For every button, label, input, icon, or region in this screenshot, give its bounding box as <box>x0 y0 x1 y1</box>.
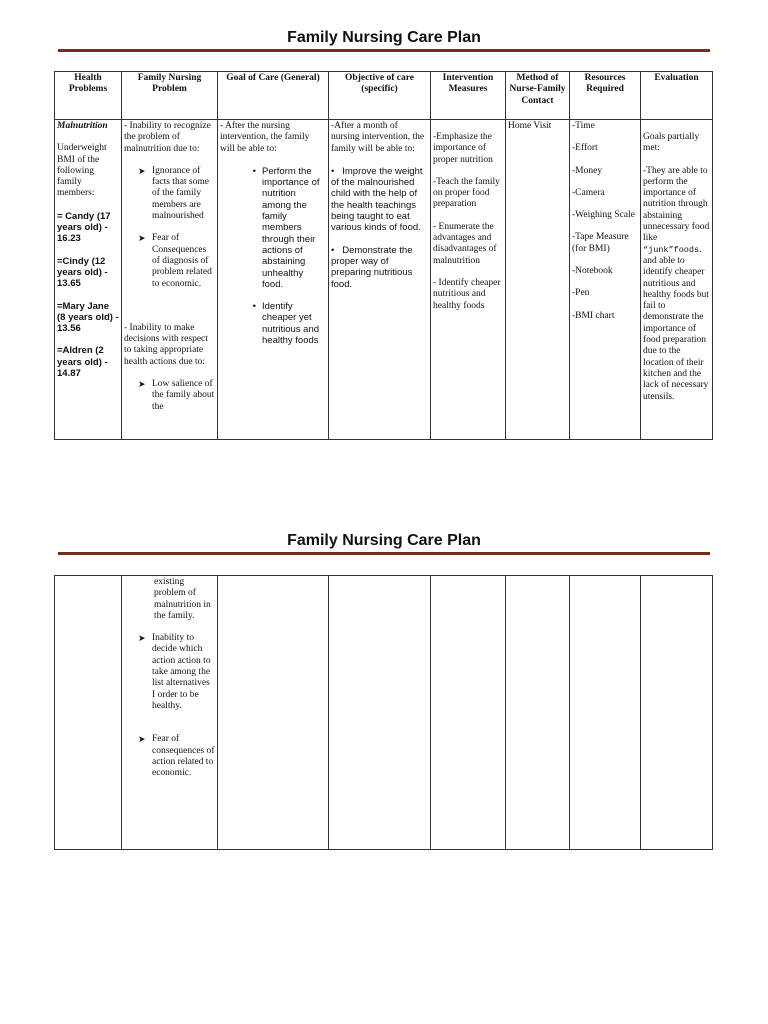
header-intervention-measures: Intervention Measures <box>431 72 506 120</box>
header-resources-required: Resources Required <box>570 72 641 120</box>
header-evaluation: Evaluation <box>641 72 713 120</box>
problem-reason: Inability to decide which action action to take among the list alternatives I order to be healthy. <box>152 633 211 711</box>
problem-inability-recognize: - Inability to recognize the problem of malnutrition due to: <box>124 121 211 154</box>
page-title: Family Nursing Care Plan <box>287 532 481 549</box>
evaluation-cell <box>641 576 713 850</box>
member-bmi: = Candy (17 years old) - 16.23 <box>57 210 111 245</box>
list-item <box>124 379 215 413</box>
list-item <box>124 233 215 289</box>
header-goal-of-care: Goal of Care (General) <box>218 72 329 120</box>
care-plan-table-continued <box>54 575 713 850</box>
evaluation-text: -They are able to perform the importance of nutrition through abstaining unnecessary food like <box>643 165 710 244</box>
arrow-bullet-icon: ➤ <box>138 734 146 745</box>
arrow-bullet-icon: ➤ <box>138 233 146 244</box>
header-family-nursing-problem: Family Nursing Problem <box>122 72 218 120</box>
list-item <box>124 633 215 712</box>
bullet-icon: • <box>331 165 335 177</box>
list-item <box>220 166 326 290</box>
problem-continued: existing problem of malnutrition in the family. <box>154 577 211 621</box>
evaluation-detail <box>643 166 710 403</box>
header-method-of-contact: Method of Nurse-Family Contact <box>506 72 570 120</box>
resource-item: -Time <box>572 121 595 131</box>
member-bmi: =Cindy (12 years old) - 13.65 <box>57 255 108 290</box>
bullet-icon: • <box>252 301 256 313</box>
list-item <box>331 245 428 290</box>
arrow-bullet-icon: ➤ <box>138 165 146 176</box>
problem-reason: Fear of Consequences of diagnosis of problem related to economic. <box>152 233 212 289</box>
objective-of-care-cell <box>329 576 431 850</box>
resources-cell <box>570 120 641 440</box>
family-nursing-problem-cell <box>122 576 218 850</box>
evaluation-cell <box>641 120 713 440</box>
arrow-bullet-icon: ➤ <box>138 379 146 390</box>
list-item <box>124 734 215 779</box>
bullet-icon: • <box>252 165 256 177</box>
list-item <box>124 166 215 222</box>
health-problem-cell <box>55 576 122 850</box>
arrow-bullet-icon: ➤ <box>138 633 146 644</box>
resource-item: -Pen <box>572 288 590 299</box>
resources-cell <box>570 576 641 850</box>
goal-intro: - After the nursing intervention, the family will be able to: <box>220 121 310 154</box>
objective-item: Demonstrate the proper way of preparing nutritious food. <box>331 244 413 290</box>
goal-of-care-cell <box>218 120 329 440</box>
intervention-cell <box>431 576 506 850</box>
problem-reason: Low salience of the family about the <box>152 379 215 412</box>
objective-of-care-cell <box>329 120 431 440</box>
resource-item: -Effort <box>572 143 598 154</box>
evaluation-text: . and able to identify cheaper nutritious and healthy foods but fail to demonstrate the importance of food preparation due to the location of their kitchen and the lack of necessary utensils. <box>643 244 709 402</box>
intervention-item: - Enumerate the advantages and disadvantages of malnutrition <box>433 221 497 266</box>
list-item <box>331 166 428 234</box>
title-rule <box>58 49 710 52</box>
header-objective-of-care: Objective of care (specific) <box>329 72 431 120</box>
page-title: Family Nursing Care Plan <box>287 29 481 46</box>
header-health-problems: Health Problems <box>55 72 122 120</box>
evaluation-status: Goals partially met: <box>643 132 700 154</box>
health-problem-intro: Underweight BMI of the following family members: <box>57 143 107 199</box>
bullet-icon: • <box>331 244 335 256</box>
health-problem-cell <box>55 120 122 440</box>
intervention-item: - Identify cheaper nutritious and healthy foods <box>433 277 501 311</box>
intervention-item: -Teach the family on proper food preparation <box>433 176 500 210</box>
method-cell <box>506 120 570 440</box>
title-rule <box>58 552 710 555</box>
problem-reason: Ignorance of facts that some of the family members are malnourished <box>152 165 209 222</box>
family-nursing-problem-cell <box>122 120 218 440</box>
health-problem-title: Malnutrition <box>57 121 108 131</box>
intervention-item: -Emphasize the importance of proper nutrition <box>433 132 493 165</box>
intervention-cell <box>431 120 506 440</box>
objective-item: Improve the weight of the malnourished child with the help of the health teachings being taught to eat various kinds of food. <box>331 165 423 234</box>
method-value: Home Visit <box>508 121 552 131</box>
member-bmi: =Aldren (2 years old) - 14.87 <box>57 345 108 380</box>
goal-item: Perform the importance of nutrition among the family members through their actions of abstaining unhealthy food. <box>262 165 320 290</box>
member-bmi: =Mary Jane (8 years old) - 13.56 <box>57 300 119 335</box>
resource-item: -Weighing Scale <box>572 210 635 221</box>
method-cell <box>506 576 570 850</box>
resource-item: -Camera <box>572 187 605 198</box>
goal-of-care-cell <box>218 576 329 850</box>
problem-reason: Fear of consequences of action related to economic. <box>152 734 215 779</box>
evaluation-junk-foods: “junk”foods <box>643 244 700 255</box>
list-item <box>220 301 326 346</box>
goal-item: Identify cheaper yet nutritious and healthy foods <box>262 301 320 347</box>
resource-item: -Notebook <box>572 266 613 277</box>
resource-item: -Money <box>572 165 603 176</box>
resource-item: -Tape Measure (for BMI) <box>572 232 629 254</box>
resource-item: -BMI chart <box>572 310 615 321</box>
care-plan-table <box>54 71 713 440</box>
problem-inability-decide: - Inability to make decisions with respect to taking appropriate health actions due to: <box>124 322 208 367</box>
objective-intro: -After a month of nursing intervention, the family will be able to: <box>331 121 425 154</box>
